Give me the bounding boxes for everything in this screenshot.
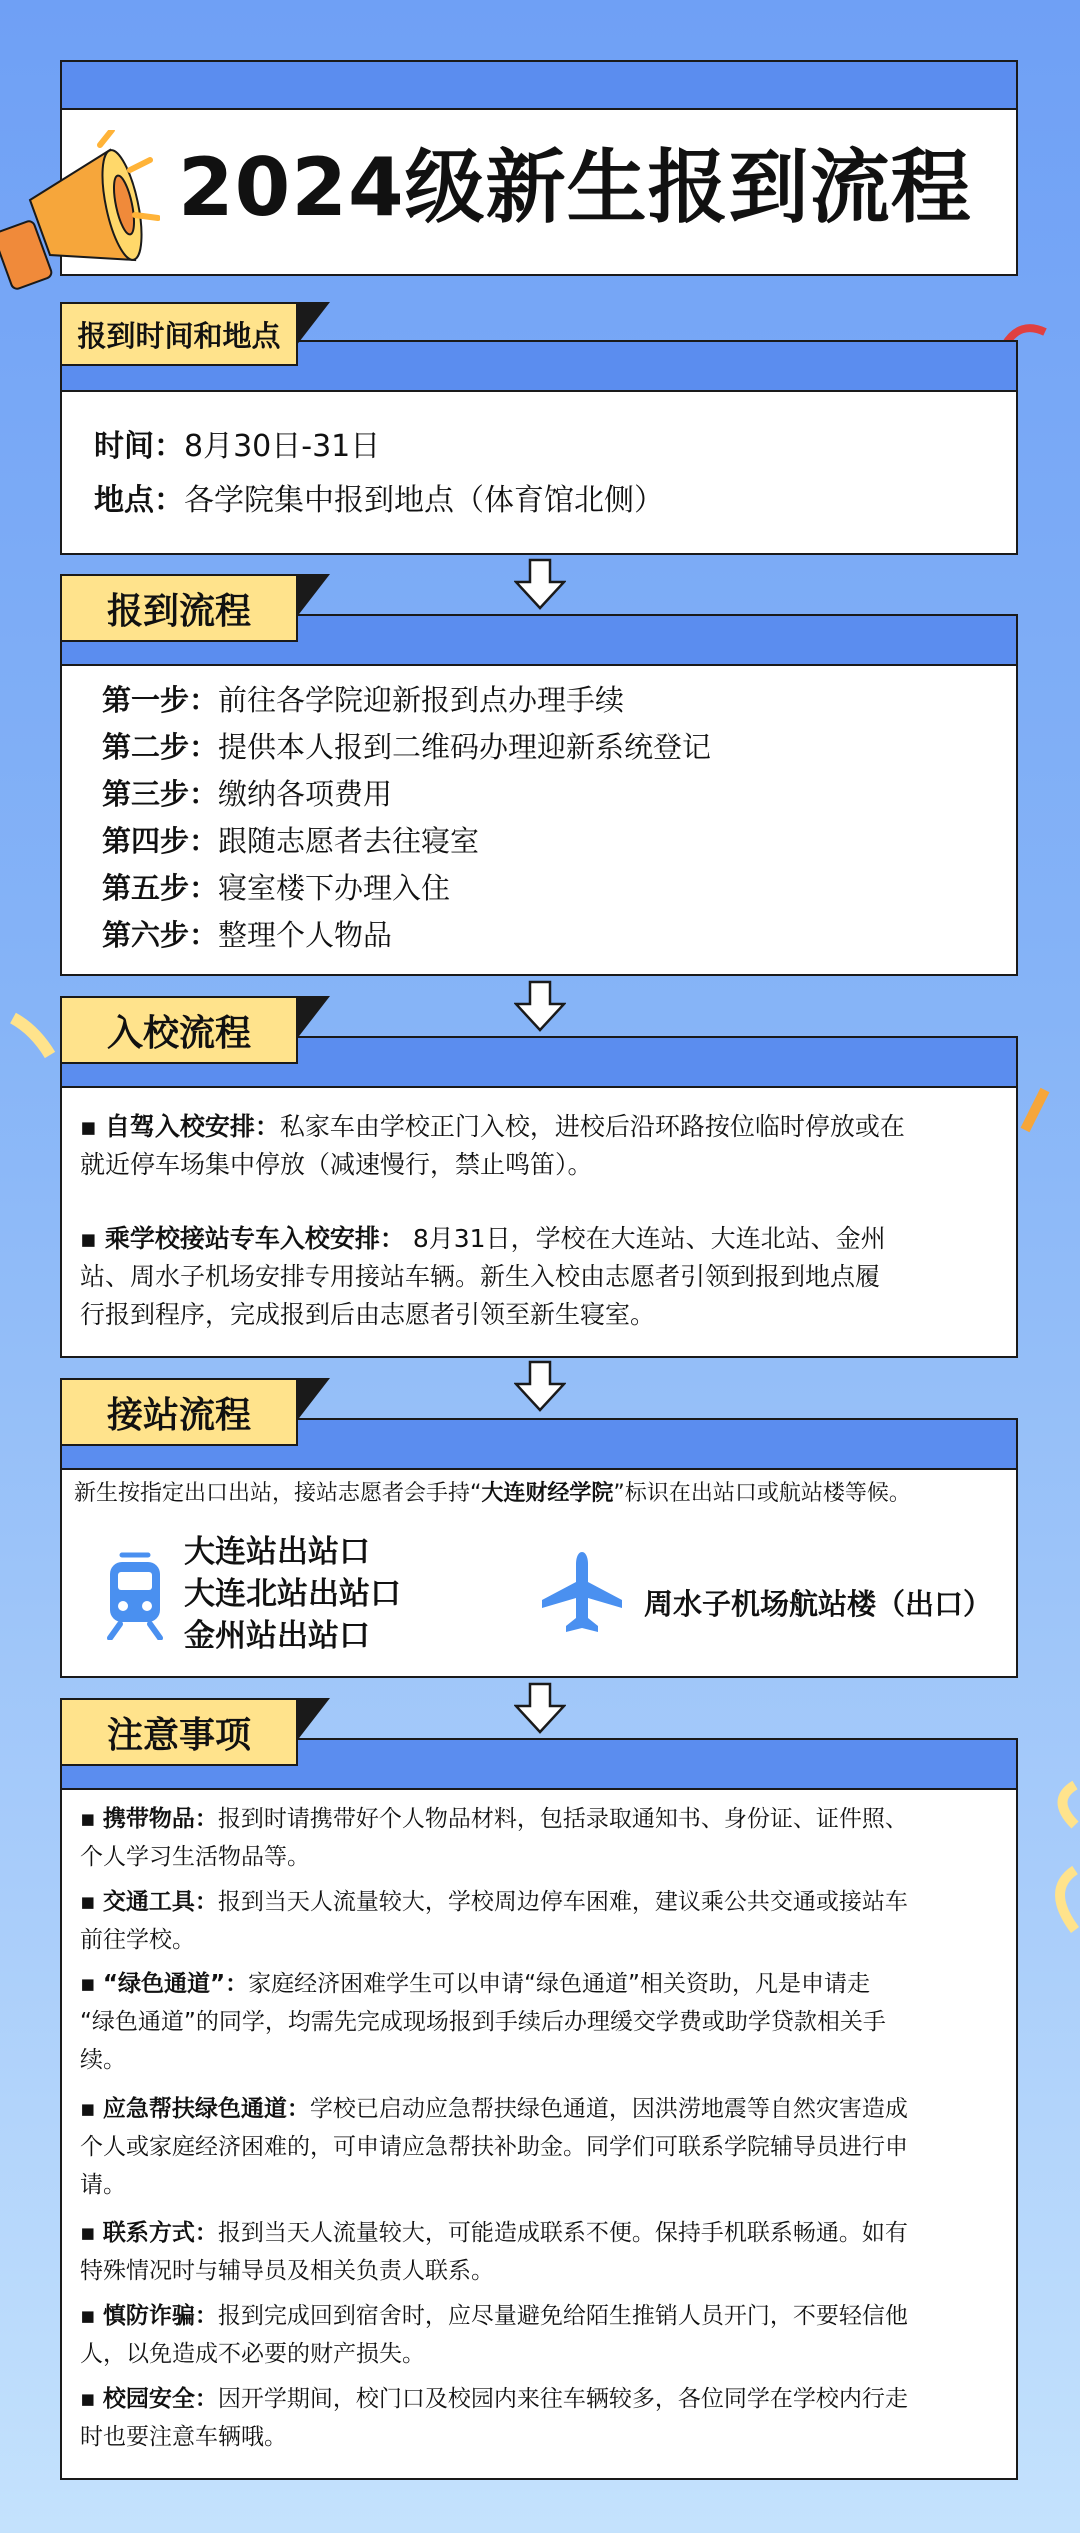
place-line bbox=[94, 482, 664, 520]
note-label: 交通工具： bbox=[102, 1889, 218, 1915]
pickup-intro-school: 大连财经学院 bbox=[481, 1481, 614, 1506]
note-item: ▪ 慎防诈骗：报到完成回到宿舍时，应尽量避免给陌生推销人员开门，不要轻信他 人，以免造成不必要的财产损失。 bbox=[80, 2303, 908, 2367]
down-arrow-icon bbox=[514, 558, 566, 610]
section-tag-label: 入校流程 bbox=[106, 1012, 251, 1054]
section-tag bbox=[60, 1378, 298, 1446]
pickup-intro-text: ”标识在出站口或航站楼等候。 bbox=[613, 1481, 911, 1506]
step-text: 寝室楼下办理入住 bbox=[218, 871, 451, 905]
step-text: 前往各学院迎新报到点办理手续 bbox=[218, 683, 625, 717]
entry-item-text: 站、周水子机场安排专用接站车辆。新生入校由志愿者引领到报到地点履 bbox=[80, 1262, 881, 1291]
note-text: 报到当天人流量较大，学校周边停车困难，建议乘公共交通或接站车 bbox=[217, 1889, 908, 1915]
note-item: ▪ 应急帮扶绿色通道：学校已启动应急帮扶绿色通道，因洪涝地震等自然灾害造成 个人或家庭经济困难的，可申请应急帮扶补助金。同学们可联系学院辅导员进行申 请。 bbox=[80, 2096, 908, 2198]
step-text: 提供本人报到二维码办理迎新系统登记 bbox=[218, 730, 712, 764]
step-row bbox=[102, 681, 624, 719]
pickup-intro bbox=[74, 1475, 911, 1513]
step-row bbox=[102, 916, 392, 954]
time-label: 时间： bbox=[94, 429, 184, 464]
note-text: 时也要注意车辆哦。 bbox=[80, 2424, 287, 2450]
down-arrow-icon bbox=[514, 1682, 566, 1734]
step-row bbox=[102, 775, 392, 813]
entry-item-label: 乘学校接站专车入校安排： bbox=[104, 1224, 405, 1253]
note-text: “绿色通道”的同学，均需先完成现场报到手续后办理缓交学费或助学贷款相关手 bbox=[80, 2009, 886, 2035]
pickup-intro-text: 新生按指定出口出站，接站志愿者会手持“ bbox=[74, 1481, 482, 1506]
train-icon bbox=[104, 1552, 166, 1640]
note-text: 报到当天人流量较大，可能造成联系不便。保持手机联系畅通。如有 bbox=[217, 2220, 908, 2246]
step-label: 第二步： bbox=[102, 730, 219, 764]
megaphone-icon bbox=[0, 130, 160, 310]
entry-item-text: 就近停车场集中停放（减速慢行，禁止鸣笛）。 bbox=[80, 1150, 593, 1179]
note-item: ▪ 交通工具：报到当天人流量较大，学校周边停车困难，建议乘公共交通或接站车 前往学校。 bbox=[80, 1889, 908, 1953]
entry-item: ▪ 自驾入校安排：私家车由学校正门入校，进校后沿环路按位临时停放或在 就近停车场集中停放（减速慢行，禁止鸣笛）。 bbox=[80, 1112, 905, 1179]
entry-item: ▪ 乘学校接站专车入校安排： 8月31日，学校在大连站、大连北站、金州 站、周水子机场安排专用接站车辆。新生入校由志愿者引领到报到地点履 行报到程序，完成报到后由志愿者引领至新生寝室。 bbox=[80, 1224, 886, 1329]
time-place-panel bbox=[60, 390, 1018, 555]
confetti-icon bbox=[5, 1010, 60, 1060]
place-value: 各学院集中报到地点（体育馆北侧） bbox=[184, 483, 664, 518]
note-label: “绿色通道”： bbox=[102, 1971, 249, 1997]
entry-item-text: 私家车由学校正门入校，进校后沿环路按位临时停放或在 bbox=[279, 1112, 905, 1141]
entry-item-label: 自驾入校安排： bbox=[104, 1112, 280, 1141]
note-label: 联系方式： bbox=[102, 2220, 218, 2246]
note-item: ▪ 携带物品：报到时请携带好个人物品材料，包括录取通知书、身份证、证件照、 个人学习生活物品等。 bbox=[80, 1806, 908, 1870]
time-value: 8月30日-31日 bbox=[184, 429, 381, 464]
note-label: 携带物品： bbox=[102, 1806, 218, 1832]
section-tag bbox=[60, 574, 298, 642]
note-label: 慎防诈骗： bbox=[102, 2303, 218, 2329]
section-tag bbox=[60, 996, 298, 1064]
note-label: 校园安全： bbox=[102, 2386, 218, 2412]
note-text: 前往学校。 bbox=[80, 1927, 195, 1953]
note-item: ▪ 联系方式：报到当天人流量较大，可能造成联系不便。保持手机联系畅通。如有 特殊情况时与辅导员及相关负责人联系。 bbox=[80, 2220, 908, 2284]
train-station: 大连北站出站口 bbox=[184, 1576, 401, 1612]
down-arrow-icon bbox=[514, 980, 566, 1032]
note-text: 个人学习生活物品等。 bbox=[80, 1844, 310, 1870]
section-tag-label: 接站流程 bbox=[106, 1394, 251, 1436]
title-band bbox=[60, 60, 1018, 110]
train-station: 大连站出站口 bbox=[184, 1534, 370, 1570]
note-text: 家庭经济困难学生可以申请“绿色通道”相关资助，凡是申请走 bbox=[248, 1971, 870, 1997]
note-text: 人，以免造成不必要的财产损失。 bbox=[80, 2341, 425, 2367]
step-label: 第五步： bbox=[102, 871, 219, 905]
train-station: 金州站出站口 bbox=[184, 1618, 370, 1654]
confetti-icon bbox=[1015, 1085, 1055, 1135]
note-label: 应急帮扶绿色通道： bbox=[102, 2096, 310, 2122]
airport-exit: 周水子机场航站楼（出口） bbox=[644, 1587, 993, 1621]
section-tag-label: 报到流程 bbox=[106, 590, 251, 632]
entry-item-text: 8月31日，学校在大连站、大连北站、金州 bbox=[404, 1224, 886, 1253]
note-item: ▪ “绿色通道”：家庭经济困难学生可以申请“绿色通道”相关资助，凡是申请走 “绿色通道”的同学，均需先完成现场报到手续后办理缓交学费或助学贷款相关手 续。 bbox=[80, 1971, 886, 2073]
step-row bbox=[102, 728, 711, 766]
page-title: 2024级新生报到流程 bbox=[178, 141, 972, 234]
note-text: 特殊情况时与辅导员及相关负责人联系。 bbox=[80, 2258, 494, 2284]
note-text: 个人或家庭经济困难的，可申请应急帮扶补助金。同学们可联系学院辅导员进行申 bbox=[80, 2134, 908, 2160]
entry-item-text: 行报到程序，完成报到后由志愿者引领至新生寝室。 bbox=[80, 1300, 656, 1329]
place-label: 地点： bbox=[94, 483, 184, 518]
step-label: 第六步： bbox=[102, 918, 219, 952]
step-label: 第一步： bbox=[102, 683, 219, 717]
section-tag-label: 注意事项 bbox=[106, 1714, 251, 1756]
confetti-icon bbox=[1040, 1780, 1080, 1940]
note-text: 请。 bbox=[80, 2172, 126, 2198]
airplane-icon bbox=[536, 1548, 628, 1640]
step-text: 跟随志愿者去往寝室 bbox=[218, 824, 480, 858]
note-text: 因开学期间，校门口及校园内来往车辆较多，各位同学在学校内行走 bbox=[217, 2386, 908, 2412]
step-label: 第四步： bbox=[102, 824, 219, 858]
step-text: 缴纳各项费用 bbox=[218, 777, 393, 811]
note-item: ▪ 校园安全：因开学期间，校门口及校园内来往车辆较多，各位同学在学校内行走 时也要注意车辆哦。 bbox=[80, 2386, 908, 2450]
section-tag-label: 报到时间和地点 bbox=[77, 318, 281, 353]
note-text: 报到完成回到宿舍时，应尽量避免给陌生推销人员开门，不要轻信他 bbox=[217, 2303, 908, 2329]
step-label: 第三步： bbox=[102, 777, 219, 811]
section-tag bbox=[60, 302, 298, 366]
section-tag bbox=[60, 1698, 298, 1766]
note-text: 续。 bbox=[80, 2047, 126, 2073]
step-row bbox=[102, 822, 479, 860]
time-line bbox=[94, 428, 380, 466]
step-row bbox=[102, 869, 450, 907]
note-text: 报到时请携带好个人物品材料，包括录取通知书、身份证、证件照、 bbox=[217, 1806, 908, 1832]
step-text: 整理个人物品 bbox=[218, 918, 393, 952]
down-arrow-icon bbox=[514, 1360, 566, 1412]
note-text: 学校已启动应急帮扶绿色通道，因洪涝地震等自然灾害造成 bbox=[309, 2096, 908, 2122]
